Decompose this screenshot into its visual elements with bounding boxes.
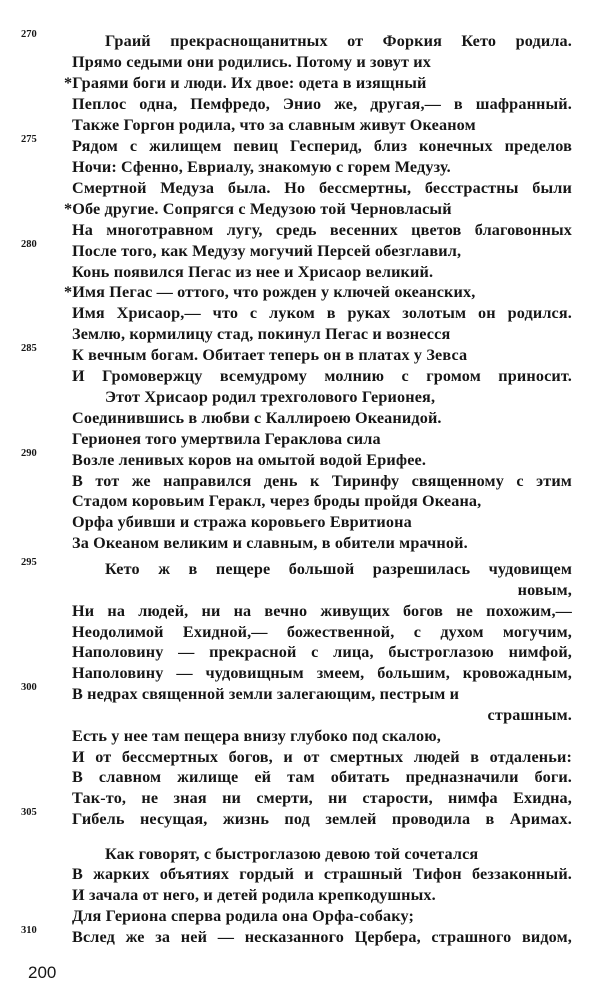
verse-line: Граий прекраснощанитных от Форкия Кето родила. (105, 32, 572, 50)
line-number: 280 (21, 239, 37, 250)
verse-line: И зачала от него, и детей родила крепкодушных. (72, 886, 436, 904)
verse-line: Пеплос одна, Пемфредо, Энио же, другая,— в шафранный. (72, 95, 572, 113)
verse-line: Так-то, не зная ни смерти, ни старости, нимфа Ехидна, (72, 789, 572, 807)
verse-line: И от бессмертных богов, и от смертных людей в отдаленьи: (72, 748, 572, 766)
verse-line: *Имя Пегас — оттого, что рожден у ключей океанских, (64, 283, 476, 301)
verse-line: Вслед же за ней — несказанного Цербера, страшного видом, (72, 928, 572, 946)
line-number: 310 (21, 925, 37, 936)
verse-line: И Громовержцу всемудрому молнию с громом приносит. (72, 367, 572, 385)
verse-line: На многотравном лугу, средь весенних цветов благовонных (72, 221, 572, 239)
verse-line: Наполовину — чудовищным змеем, большим, кровожадным, (72, 664, 572, 682)
verse-line: Для Гериона сперва родила она Орфа-собаку; (72, 907, 415, 925)
verse-line: Кето ж в пещере большой разрешилась чудовищем (105, 560, 572, 578)
verse-line: Также Горгон родила, что за славным живут Океаном (72, 116, 476, 134)
verse-line: Ночи: Сфенно, Евриалу, знакомую с горем Медузу. (72, 158, 451, 176)
line-number: 290 (21, 448, 37, 459)
verse-line: В славном жилище ей там обитать предназначили боги. (72, 768, 572, 786)
verse-line: Возле ленивых коров на омытой водой Ерифее. (72, 451, 427, 469)
verse-line: новым, (517, 581, 572, 599)
verse-line: В недрах священной земли залегающим, пестрым и (72, 685, 460, 703)
line-number: 270 (21, 29, 37, 40)
verse-line: Соединившись в любви с Каллироею Океанидой. (72, 409, 442, 427)
verse-line: Как говорят, с быстроглазою девою той сочетался (105, 845, 479, 863)
verse-line: В жарких объятиях гордый и страшный Тифон беззаконный. (72, 865, 572, 883)
line-number: 295 (21, 557, 37, 568)
verse-line: Конь появился Пегас из нее и Хрисаор великий. (72, 263, 434, 281)
verse-line: Орфа убивши и стража коровьего Евритиона (72, 513, 412, 531)
verse-line: После того, как Медузу могучий Персей обезглавил, (72, 242, 462, 260)
verse-line: Землю, кормилицу стад, покинул Пегас и вознесся (72, 325, 451, 343)
verse-line: Имя Хрисаор,— что с луком в руках золотым он родился. (72, 304, 572, 322)
verse-line: За Океаном великим и славным, в обители мрачной. (72, 534, 468, 552)
verse-line: В тот же направился день к Тиринфу священному с этим (72, 472, 572, 490)
verse-line: Рядом с жилищем певиц Гесперид, близ конечных пределов (72, 137, 572, 155)
verse-line: Гибель несущая, жизнь под землей проводила в Аримах. (72, 810, 572, 828)
line-number: 275 (21, 134, 37, 145)
verse-line: Смертной Медуза была. Но бессмертны, бесстрастны были (72, 179, 572, 197)
verse-line: Ни на людей, ни на вечно живущих богов не похожим,— (72, 602, 572, 620)
verse-line: Этот Хрисаор родил трехголового Герионея, (105, 388, 436, 406)
verse-line: Герионея того умертвила Гераклова сила (72, 430, 381, 448)
line-number: 305 (21, 807, 37, 818)
verse-line: Прямо седыми они родились. Потому и зовут их (72, 53, 432, 71)
verse-line: Есть у нее там пещера внизу глубоко под скалою, (72, 727, 441, 745)
line-number: 300 (21, 682, 37, 693)
verse-line: Наполовину — прекрасной с лица, быстроглазою нимфой, (72, 643, 572, 661)
verse-line: Неодолимой Ехидной,— божественной, с духом могучим, (72, 623, 572, 641)
verse-line: *Граями боги и люди. Их двое: одета в изящный (64, 74, 427, 92)
line-number: 285 (21, 343, 37, 354)
verse-line: *Обе другие. Сопрягся с Медузою той Черновласый (64, 200, 452, 218)
verse-line: страшным. (487, 706, 572, 724)
verse-line: Стадом коровьим Геракл, через броды пройдя Океана, (72, 492, 482, 510)
page-number: 200 (28, 963, 57, 982)
verse-line: К вечным богам. Обитает теперь он в платах у Зевса (72, 346, 468, 364)
